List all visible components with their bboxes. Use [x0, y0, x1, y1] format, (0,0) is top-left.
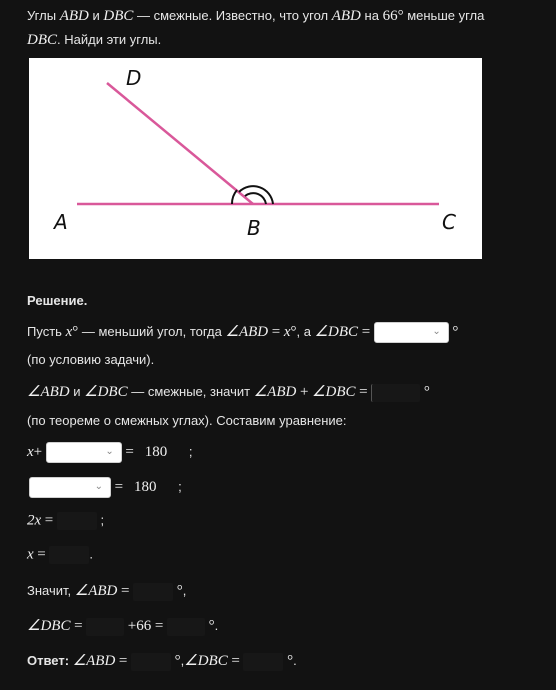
- label-b: B: [247, 216, 261, 240]
- x-value-input[interactable]: [49, 546, 89, 564]
- degree-sign: °: [397, 8, 404, 24]
- plus-sign: +: [299, 384, 309, 400]
- solution-line-1: [27, 322, 458, 343]
- angle-dbc-label: DBC: [103, 8, 134, 24]
- equals-sign: =: [359, 384, 368, 400]
- simplified-expression-dropdown[interactable]: [29, 477, 111, 498]
- problem-text: меньше угла: [407, 8, 485, 23]
- semicolon: ;: [100, 512, 105, 528]
- solution-line-2: (по условию задачи).: [27, 352, 155, 367]
- angle-abd: ∠ABD: [253, 384, 297, 400]
- problem-text: Углы: [27, 8, 57, 23]
- var-x: x: [65, 324, 73, 340]
- var-x: x: [283, 324, 291, 340]
- ray-bd: [107, 83, 253, 204]
- chevron-down-icon: ⌄: [105, 446, 114, 457]
- semicolon: ;: [188, 443, 193, 459]
- plus-sign: +: [33, 443, 43, 460]
- equals-sign: =: [361, 324, 371, 340]
- chevron-down-icon: ⌄: [432, 326, 441, 338]
- degree-sign: °: [452, 324, 459, 340]
- angle-figure: [29, 58, 482, 259]
- degree-sign: °: [176, 583, 183, 599]
- angle-abd-label: ABD: [59, 8, 89, 24]
- angle-dbc: ∠DBC: [27, 618, 71, 634]
- value-180: 180: [144, 443, 168, 460]
- degree-sign: °: [287, 653, 294, 669]
- text: Пусть: [27, 324, 62, 339]
- angle-dbc: ∠DBC: [312, 384, 356, 400]
- equation-line-3: [27, 512, 104, 530]
- problem-text: на: [364, 8, 379, 23]
- problem-text: — смежные. Известно, что угол: [137, 8, 329, 23]
- text: и: [73, 384, 81, 399]
- period: .: [89, 546, 94, 562]
- comma: ,: [180, 653, 185, 668]
- conclusion-line-1: [27, 581, 186, 601]
- problem-text: и: [92, 8, 100, 23]
- dbc-abd-value-input[interactable]: [86, 618, 124, 636]
- answer-abd-input[interactable]: [131, 653, 171, 671]
- equals-sign: =: [125, 443, 134, 460]
- solution-title: Решение.: [27, 293, 88, 308]
- angle-abd-label: ABD: [331, 8, 361, 24]
- equals-sign: =: [37, 546, 46, 563]
- period: .: [293, 653, 297, 668]
- conclusion-line-2: [27, 616, 218, 636]
- text: , а: [296, 324, 311, 339]
- angle-abd: ∠ABD: [27, 384, 70, 400]
- label-d: D: [126, 66, 142, 90]
- dbc-expression-dropdown[interactable]: [374, 322, 449, 343]
- period: .: [214, 618, 219, 633]
- text: — меньший угол, тогда: [81, 324, 222, 339]
- dbc-value-input[interactable]: [167, 618, 205, 636]
- equals-sign: =: [44, 512, 54, 529]
- equation-term-dropdown[interactable]: [46, 442, 122, 463]
- semicolon: ;: [178, 478, 182, 494]
- problem-line-1: [27, 8, 484, 25]
- solution-line-3: [27, 382, 430, 402]
- angle-dbc-label: DBC: [27, 32, 57, 48]
- angle-dbc: ∠DBC: [184, 653, 228, 669]
- degree-sign: °: [72, 324, 79, 340]
- sum-input[interactable]: [371, 384, 420, 402]
- text: — смежные, значит: [131, 384, 251, 399]
- answer-line: [27, 651, 297, 671]
- abd-value-input[interactable]: [133, 583, 173, 601]
- var-x: x: [27, 443, 34, 460]
- equals-sign: =: [271, 324, 281, 340]
- var-x: x: [27, 546, 34, 563]
- plus-66: +66: [127, 618, 152, 634]
- difference-value: 66: [382, 8, 398, 24]
- arc-abd: [232, 190, 237, 204]
- problem-line-2: [27, 32, 161, 49]
- value-180: 180: [133, 478, 157, 495]
- equation-line-4: [27, 546, 93, 564]
- text: Значит,: [27, 583, 72, 598]
- degree-sign: °: [208, 618, 215, 634]
- solution-line-4: (по теореме о смежных углах). Составим уравнение:: [27, 413, 347, 428]
- equals-sign: =: [231, 653, 240, 669]
- angle-diagram: [29, 58, 482, 259]
- answer-dbc-input[interactable]: [243, 653, 283, 671]
- equation-line-2: [29, 477, 182, 498]
- angle-dbc: ∠DBC: [314, 324, 359, 340]
- angle-abd: ∠ABD: [72, 653, 116, 669]
- equals-sign: =: [121, 583, 130, 599]
- angle-abd: ∠ABD: [225, 324, 269, 340]
- answer-label: Ответ:: [27, 653, 70, 668]
- two-x: 2x: [27, 512, 42, 529]
- label-a: A: [54, 210, 68, 234]
- equals-sign: =: [118, 653, 128, 669]
- degree-sign: °: [290, 324, 297, 340]
- equation-line-1: [27, 442, 193, 463]
- degree-sign: °: [174, 653, 181, 669]
- comma: ,: [182, 583, 187, 598]
- equals-sign: =: [154, 618, 164, 634]
- equals-sign: =: [114, 478, 124, 495]
- angle-dbc: ∠DBC: [84, 384, 128, 400]
- angle-abd: ∠ABD: [74, 583, 118, 599]
- problem-text: . Найди эти углы.: [57, 32, 162, 47]
- chevron-down-icon: ⌄: [94, 481, 103, 492]
- degree-sign: °: [423, 384, 430, 400]
- label-c: C: [442, 210, 456, 234]
- two-x-value-input[interactable]: [57, 512, 97, 530]
- equals-sign: =: [74, 618, 83, 634]
